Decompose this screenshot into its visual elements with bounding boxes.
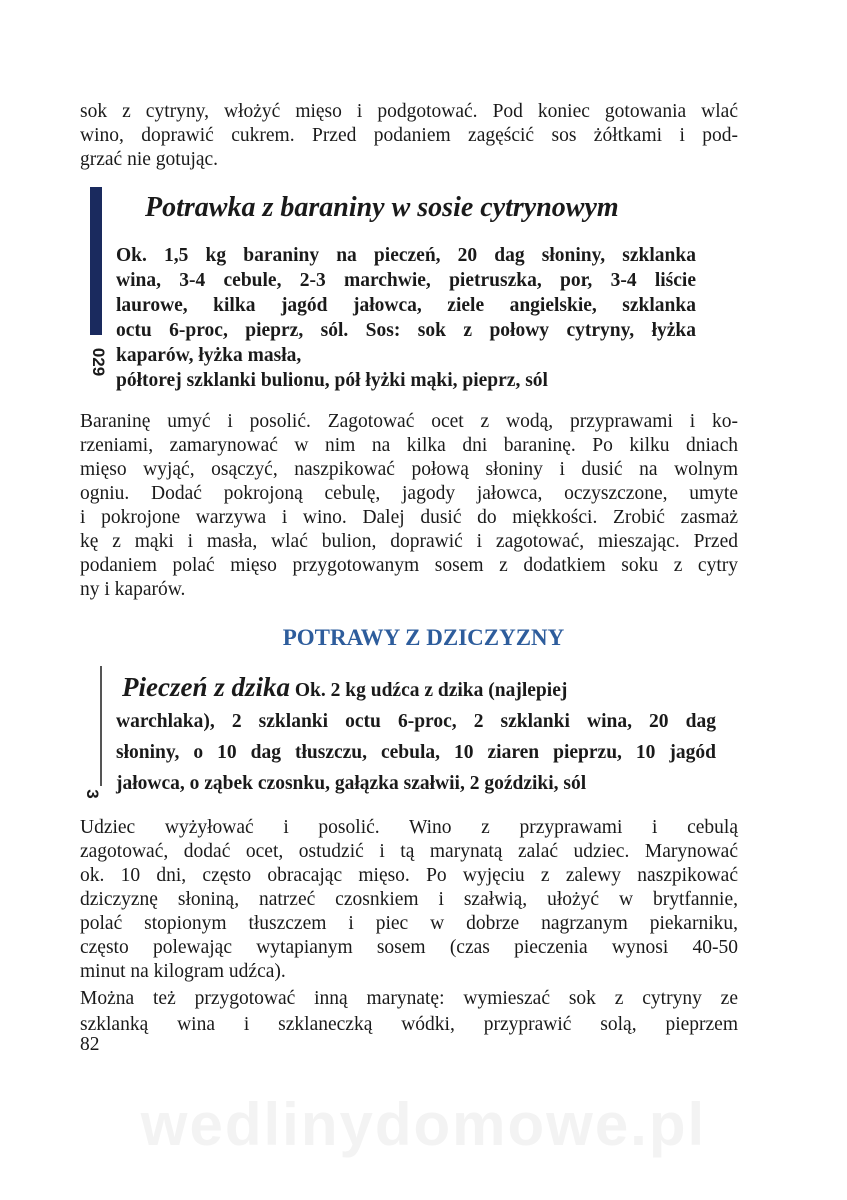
recipe-title: Pieczeń z dzika xyxy=(122,672,290,702)
recipe-side-number: 3 xyxy=(83,789,102,799)
text-line: sok z cytryny, włożyć mięso i podgotować. Pod koniec gotowania wlać xyxy=(80,101,738,122)
recipe-side-bar xyxy=(100,666,102,786)
text-line: rzeniami, zamarynować w nim na kilka dni baraninę. Po kilku dniach xyxy=(80,435,738,456)
recipe-ingredients xyxy=(116,243,696,393)
text-line: ogniu. Dodać pokrojoną cebulę, jagody jałowca, oczyszczone, umyte xyxy=(80,483,738,504)
text-line: mięso wyjąć, osączyć, naszpikować połową słoniny i dusić na wolnym xyxy=(80,459,738,480)
ingredients-line: słoniny, o 10 dag tłuszczu, cebula, 10 ziaren pieprzu, 10 jagód xyxy=(116,742,716,763)
text-line: i pokrojone warzywa i wino. Dalej dusić do miękkości. Zrobić zasmaż xyxy=(80,507,738,528)
text-line: ok. 10 dni, często obracając mięso. Po wyjęciu z zalewy naszpikować xyxy=(80,865,738,886)
ingredients-line xyxy=(116,672,716,706)
text-line: grzać nie gotując. xyxy=(80,149,219,170)
ingredients-line: jałowca, o ząbek czosnku, gałązka szałwii, 2 goździki, sól xyxy=(116,773,587,794)
text-line: ny i kaparów. xyxy=(80,579,186,600)
intro-paragraph xyxy=(80,100,738,172)
ingredients-line: warchlaka), 2 szklanki octu 6-proc, 2 szklanki wina, 20 dag xyxy=(116,711,716,732)
recipe-instructions xyxy=(80,410,738,602)
page-number: 82 xyxy=(80,1034,100,1055)
ingredients-line: Ok. 1,5 kg baraniny na pieczeń, 20 dag słoniny, szklanka xyxy=(116,245,696,266)
ingredients-line: wina, 3-4 cebule, 2-3 marchwie, pietruszka, por, 3-4 liście xyxy=(116,270,696,291)
text-line: szklanką wina i szklaneczką wódki, przyprawić solą, pieprzem xyxy=(80,1014,738,1035)
recipe-ingredients xyxy=(116,672,716,799)
text-line: minut na kilogram udźca). xyxy=(80,961,286,982)
text-line: Można też przygotować inną marynatę: wymieszać sok z cytryny ze xyxy=(80,988,738,1009)
watermark: wedlinydomowe.pl xyxy=(140,1091,707,1158)
text-line: zagotować, dodać ocet, ostudzić i tą marynatą zalać udziec. Marynować xyxy=(80,841,738,862)
recipe-title: Potrawka z baraniny w sosie cytrynowym xyxy=(145,192,619,223)
text-line: polać stopionym tłuszczem i piec w dobrze nagrzanym piekarniku, xyxy=(80,913,738,934)
section-heading: POTRAWY Z DZICZYZNY xyxy=(282,625,565,650)
text-line: dziczyznę słoniną, natrzeć czosnkiem i szałwią, ułożyć w brytfannie, xyxy=(80,889,738,910)
text-line: wino, doprawić cukrem. Przed podaniem zagęścić sos żółtkami i pod- xyxy=(80,125,738,146)
text-line: Udziec wyżyłować i posolić. Wino z przyprawami i cebulą xyxy=(80,817,738,838)
ingredients-line: octu 6-proc, pieprz, sól. Sos: sok z połowy cytryny, łyżka xyxy=(116,320,696,341)
text-line: podaniem polać mięso przygotowanym sosem z dodatkiem soku z cytry xyxy=(80,555,738,576)
text-line: kę z mąki i masła, wlać bulion, doprawić i zagotować, mieszając. Przed xyxy=(80,531,738,552)
ingredients-line: laurowe, kilka jagód jałowca, ziele angielskie, szklanka xyxy=(116,295,696,316)
recipe-side-number: 029 xyxy=(89,347,108,377)
ingredients-first: Ok. 2 kg udźca z dzika (najlepiej xyxy=(294,680,568,701)
text-line: Baraninę umyć i posolić. Zagotować ocet z wodą, przyprawami i ko- xyxy=(80,411,738,432)
text-line: często polewając wytapianym sosem (czas pieczenia wynosi 40-50 xyxy=(80,937,738,958)
recipe-side-bar xyxy=(90,187,102,335)
recipe-instructions-continued xyxy=(80,986,738,1038)
ingredients-line: kaparów, łyżka masła, xyxy=(116,345,302,366)
ingredients-line: półtorej szklanki bulionu, pół łyżki mąki, pieprz, sól xyxy=(116,370,548,391)
recipe-instructions xyxy=(80,816,738,984)
